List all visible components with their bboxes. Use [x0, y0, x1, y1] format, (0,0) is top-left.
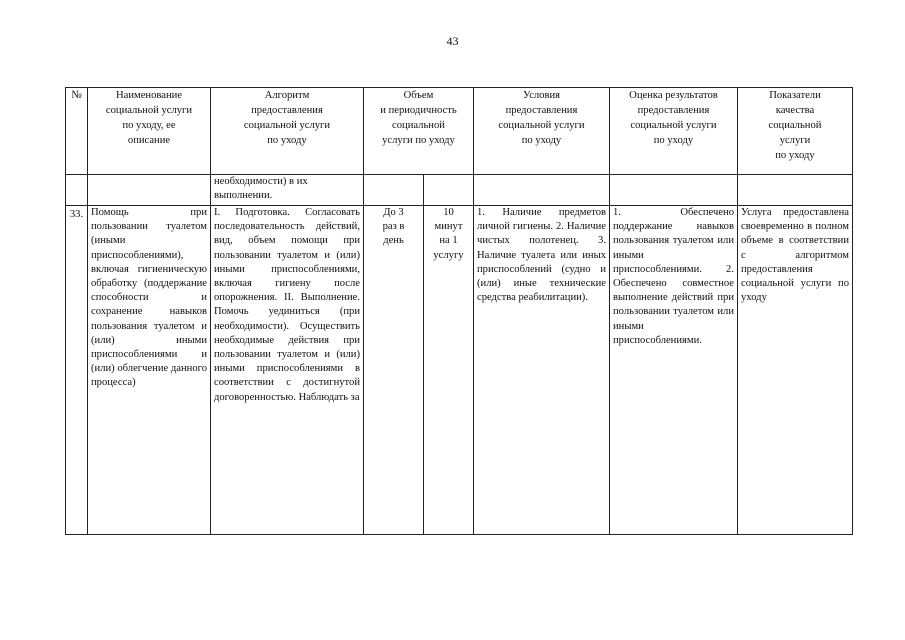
- header-evaluation: Оценка результатов предоставления социальной услуги по уходу: [610, 88, 738, 175]
- header-algorithm: Алгоритм предоставления социальной услуги по уходу: [211, 88, 364, 175]
- table-row: [66, 206, 853, 535]
- cell-empty: [424, 175, 474, 206]
- cell-volume: До 3 раз в день: [364, 206, 424, 535]
- header-conditions: Условия предоставления социальной услуги по уходу: [474, 88, 610, 175]
- cell-conditions: 1. Наличие предметов личной гигиены. 2. Наличие чистых полотенец. 3. Наличие туалета или иных приспособлений (судно и (или) иные технические средства реабилитации).: [474, 206, 610, 535]
- continuation-row: [66, 175, 853, 206]
- cell-evaluation: 1. Обеспечено поддержание навыков пользования туалетом или иными приспособлениями. 2. Обеспечено совместное выполнение действий при пользовании туалетом или иными приспособлениями.: [610, 206, 738, 535]
- cell-empty: [88, 175, 211, 206]
- header-number: №: [66, 88, 88, 175]
- services-table: [65, 87, 853, 535]
- header-indicators: Показатели качества социальной услуги по уходу: [738, 88, 853, 175]
- header-service-name: Наименование социальной услуги по уходу, ее описание: [88, 88, 211, 175]
- cell-periodicity: 10 минут на 1 услугу: [424, 206, 474, 535]
- cell-empty: [66, 175, 88, 206]
- table-header-row: [66, 88, 853, 175]
- cell-indicators: Услуга предоставлена своевременно в полном объеме в соответствии с алгоритмом предоставления социальной услуги по уходу: [738, 206, 853, 535]
- cell-service-name: Помощь при пользовании туалетом (иными приспособлениями), включая гигиеническую обработку (поддержание способности и сохранение навыков пользования туалетом и (или) иными приспособлениями и (или) облегчение данного процесса): [88, 206, 211, 535]
- page-number: 43: [446, 34, 459, 48]
- cell-algorithm-continued: необходимости) в их выполнении.: [211, 175, 364, 206]
- cell-empty: [610, 175, 738, 206]
- cell-empty: [364, 175, 424, 206]
- cell-row-number: 33.: [66, 206, 88, 535]
- cell-empty: [738, 175, 853, 206]
- header-volume: Объем и периодичность социальной услуги по уходу: [364, 88, 474, 175]
- cell-algorithm: I. Подготовка. Согласовать последовательность действий, вид, объем помощи при пользовании туалетом и (или) иными приспособлениями, включая гигиену после опорожнения. II. Выполнение. Помочь уединиться (при необходимости). Осуществить необходимые действия при пользовании туалетом и (или) иными приспособлениями в соответствии с достигнутой договоренностью. Наблюдать за: [211, 206, 364, 535]
- cell-empty: [474, 175, 610, 206]
